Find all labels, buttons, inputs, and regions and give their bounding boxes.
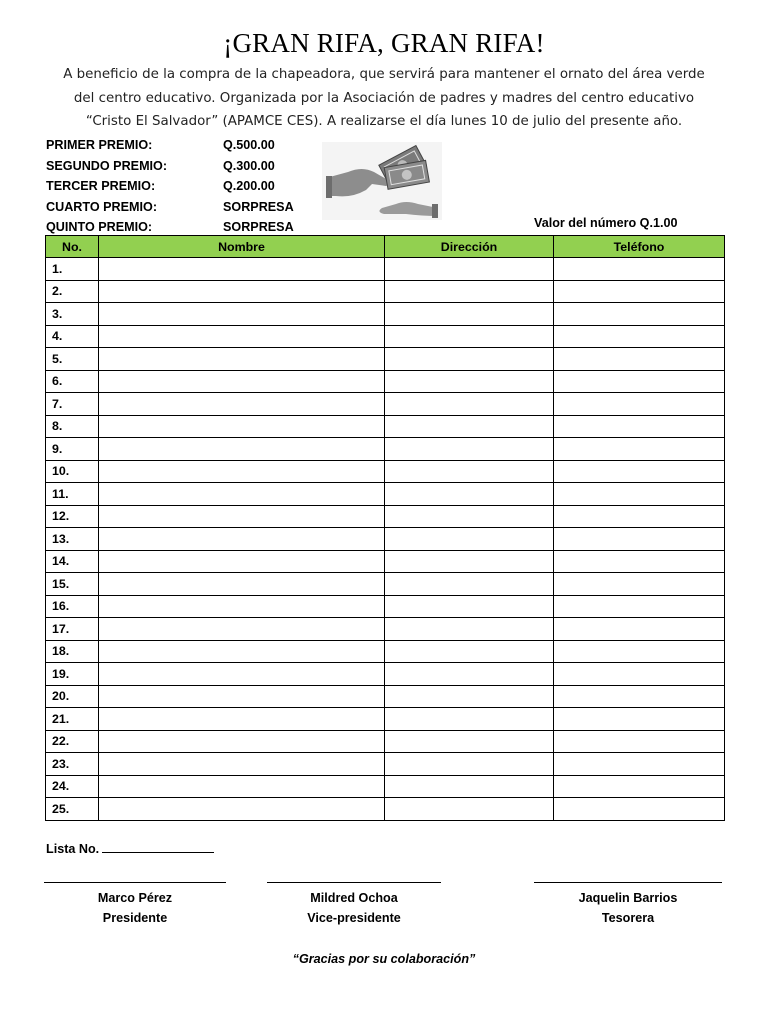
address-cell[interactable] [385,280,554,303]
phone-cell[interactable] [554,438,725,461]
name-cell[interactable] [99,393,385,416]
phone-cell[interactable] [554,595,725,618]
phone-cell[interactable] [554,775,725,798]
phone-cell[interactable] [554,798,725,821]
table-row [46,258,725,281]
prize-value: Q.300.00 [223,158,275,173]
prize-row [46,156,346,177]
prize-row [46,135,346,156]
name-cell[interactable] [99,663,385,686]
intro-line: del centro educativo. Organizada por la Asociación de padres y madres del centro educativo [73,90,695,106]
name-cell[interactable] [99,730,385,753]
prize-value: Q.200.00 [223,179,275,193]
phone-cell[interactable] [554,393,725,416]
address-cell[interactable] [385,618,554,641]
phone-cell[interactable] [554,685,725,708]
prize-row [46,176,346,197]
address-cell[interactable] [385,415,554,438]
address-cell[interactable] [385,483,554,506]
phone-cell[interactable] [554,708,725,731]
row-number: 10. [46,460,99,483]
address-cell[interactable] [385,438,554,461]
address-cell[interactable] [385,393,554,416]
row-number: 7. [46,393,99,416]
address-cell[interactable] [385,708,554,731]
phone-cell[interactable] [554,505,725,528]
prize-value: Q.500.00 [223,138,275,152]
row-number: 15. [46,573,99,596]
row-number: 22. [46,730,99,753]
prize-row [46,197,346,218]
row-number: 24. [46,775,99,798]
table-row [46,753,725,776]
thanks-note: “Gracias por su colaboración” [292,952,476,966]
phone-cell[interactable] [554,483,725,506]
table-body [46,258,725,821]
table-row [46,663,725,686]
column-header-telefono: Teléfono [554,236,725,258]
name-cell[interactable] [99,640,385,663]
row-number: 11. [46,483,99,506]
participants-table [45,235,725,821]
intro-line: A beneficio de la compra de la chapeadora, que servirá para mantener el ornato del área verde [63,67,705,82]
name-cell[interactable] [99,258,385,281]
phone-cell[interactable] [554,730,725,753]
name-cell[interactable] [99,685,385,708]
phone-cell[interactable] [554,325,725,348]
name-cell[interactable] [99,483,385,506]
row-number: 3. [46,303,99,326]
phone-cell[interactable] [554,573,725,596]
page-title: ¡GRAN RIFA, GRAN RIFA! [223,28,545,58]
table-row [46,595,725,618]
row-number: 16. [46,595,99,618]
name-cell[interactable] [99,325,385,348]
phone-cell[interactable] [554,528,725,551]
column-header-direccion: Dirección [385,236,554,258]
column-header-no: No. [46,236,99,258]
address-cell[interactable] [385,685,554,708]
list-number [46,839,214,856]
name-cell[interactable] [99,370,385,393]
signature-line [44,882,226,883]
list-number-blank[interactable] [102,839,214,853]
row-number: 8. [46,415,99,438]
address-cell[interactable] [385,550,554,573]
table-row [46,483,725,506]
row-number: 20. [46,685,99,708]
row-number: 18. [46,640,99,663]
address-cell[interactable] [385,640,554,663]
prize-value: SORPRESA [223,199,294,214]
name-cell[interactable] [99,550,385,573]
prize-label: QUINTO PREMIO: [46,220,153,234]
intro-line: “Cristo El Salvador” (APAMCE CES). A realizarse el día lunes 10 de julio del presente año. [85,114,683,129]
address-cell[interactable] [385,303,554,326]
prize-label: PRIMER PREMIO: [46,138,153,152]
row-number: 17. [46,618,99,641]
address-cell[interactable] [385,505,554,528]
phone-cell[interactable] [554,258,725,281]
column-header-nombre: Nombre [99,236,385,258]
name-cell[interactable] [99,438,385,461]
row-number: 4. [46,325,99,348]
row-number: 13. [46,528,99,551]
row-number: 1. [46,258,99,281]
phone-cell[interactable] [554,370,725,393]
address-cell[interactable] [385,258,554,281]
address-cell[interactable] [385,528,554,551]
ticket-price: Valor del número Q.1.00 [534,216,678,230]
address-cell[interactable] [385,370,554,393]
row-number: 12. [46,505,99,528]
address-cell[interactable] [385,730,554,753]
money-hands-icon [322,142,442,220]
name-cell[interactable] [99,708,385,731]
name-cell[interactable] [99,303,385,326]
intro-text [40,63,728,134]
prize-list [46,135,346,238]
signature-line [267,882,441,883]
table-header-row [46,236,725,258]
table-row [46,505,725,528]
table-row [46,685,725,708]
row-number: 9. [46,438,99,461]
name-cell[interactable] [99,573,385,596]
prize-label: CUARTO PREMIO: [46,199,158,214]
address-cell[interactable] [385,348,554,371]
phone-cell[interactable] [554,415,725,438]
table-row [46,708,725,731]
signature-vice-president [267,882,441,928]
table-row [46,438,725,461]
name-cell[interactable] [99,798,385,821]
prize-value: SORPRESA [223,220,294,234]
address-cell[interactable] [385,460,554,483]
table-row [46,573,725,596]
address-cell[interactable] [385,325,554,348]
prize-label: SEGUNDO PREMIO: [46,158,168,173]
table-row [46,528,725,551]
table-row [46,325,725,348]
table-row [46,460,725,483]
table-row [46,618,725,641]
signature-treasurer [534,882,722,928]
phone-cell[interactable] [554,280,725,303]
address-cell[interactable] [385,753,554,776]
address-cell[interactable] [385,775,554,798]
phone-cell[interactable] [554,550,725,573]
prize-label: TERCER PREMIO: [46,179,156,193]
signer-name: Mildred Ochoa [310,891,398,905]
table-row [46,798,725,821]
name-cell[interactable] [99,753,385,776]
address-cell[interactable] [385,595,554,618]
name-cell[interactable] [99,505,385,528]
name-cell[interactable] [99,618,385,641]
address-cell[interactable] [385,663,554,686]
signature-president [44,882,226,928]
signer-role: Vice-presidente [307,911,401,925]
phone-cell[interactable] [554,460,725,483]
name-cell[interactable] [99,528,385,551]
table-row [46,640,725,663]
signer-name: Marco Pérez [97,891,173,905]
row-number: 5. [46,348,99,371]
name-cell[interactable] [99,460,385,483]
name-cell[interactable] [99,595,385,618]
phone-cell[interactable] [554,348,725,371]
table-row [46,415,725,438]
row-number: 14. [46,550,99,573]
table-row [46,370,725,393]
table-row [46,348,725,371]
signature-line [534,882,722,883]
table-row [46,280,725,303]
table-row [46,730,725,753]
phone-cell[interactable] [554,303,725,326]
table-row [46,775,725,798]
signer-name: Jaquelin Barrios [578,891,678,905]
row-number: 23. [46,753,99,776]
table-row [46,303,725,326]
signer-role: Presidente [102,911,168,925]
row-number: 19. [46,663,99,686]
name-cell[interactable] [99,775,385,798]
phone-cell[interactable] [554,640,725,663]
row-number: 25. [46,798,99,821]
phone-cell[interactable] [554,618,725,641]
table-row [46,550,725,573]
name-cell[interactable] [99,280,385,303]
name-cell[interactable] [99,348,385,371]
address-cell[interactable] [385,798,554,821]
signer-role: Tesorera [601,911,655,925]
address-cell[interactable] [385,573,554,596]
table-row [46,393,725,416]
list-number-label: Lista No. [46,842,100,856]
phone-cell[interactable] [554,753,725,776]
row-number: 6. [46,370,99,393]
row-number: 2. [46,280,99,303]
name-cell[interactable] [99,415,385,438]
phone-cell[interactable] [554,663,725,686]
row-number: 21. [46,708,99,731]
